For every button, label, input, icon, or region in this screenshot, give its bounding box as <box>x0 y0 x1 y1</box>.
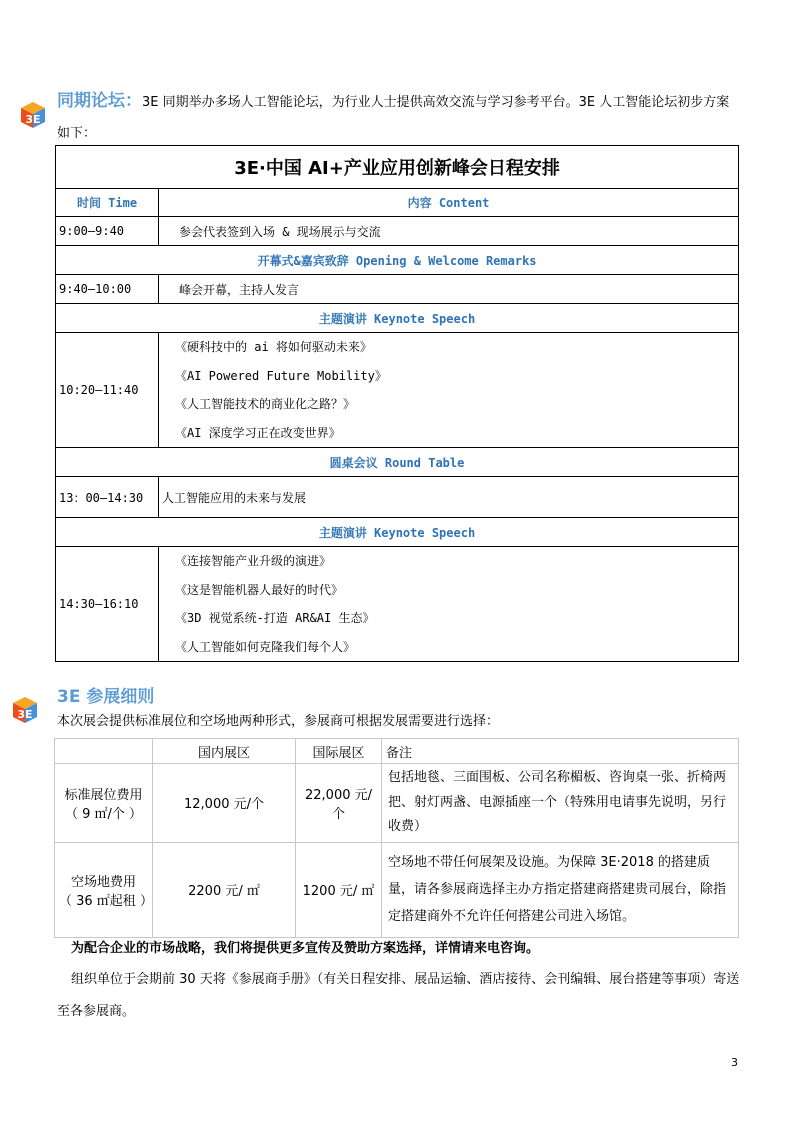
space-name: 空场地费用 <box>70 874 136 890</box>
talk-title: 《连接智能产业升级的演进》 <box>175 554 332 568</box>
column-header-time: 时间 Time <box>56 189 159 217</box>
standard-booth-label <box>55 764 153 843</box>
3e-logo-icon <box>10 695 40 725</box>
roundtable-time: 13：00–14:30 <box>56 477 159 518</box>
forum-intro <box>57 86 742 149</box>
talk-title: 《硬科技中的 ai 将如何驱动未来》 <box>175 340 372 354</box>
3e-logo-icon <box>18 100 48 130</box>
section-opening: 开幕式&嘉宾致辞 Opening & Welcome Remarks <box>56 246 739 275</box>
talk-title: 《人工智能如何克隆我们每个人》 <box>175 639 356 654</box>
opening-time: 9:40—10:00 <box>56 275 159 304</box>
keynote1-talks <box>159 333 739 448</box>
standard-booth-name: 标准展位费用 <box>64 787 143 803</box>
manual-text: 组织单位于会期前 30 天将《参展商手册》（有关日程安排、展品运输、酒店接待、会刊编辑、展台搭建等事项）寄送至各参展商。 <box>57 972 740 1019</box>
forum-heading: 同期论坛： <box>57 91 142 111</box>
space-domestic-price: 2200 元/ ㎡ <box>153 842 296 937</box>
section-keynote-2: 主题演讲 Keynote Speech <box>56 518 739 547</box>
standard-booth-size: （ 9 ㎡/个 ） <box>64 806 143 822</box>
keynote2-talks <box>159 547 739 662</box>
talk-title: 《AI 深度学习正在改变世界》 <box>175 425 341 440</box>
exhibit-heading: 3E 参展细则 <box>57 687 155 707</box>
forum-text: 3E 同期举办多场人工智能论坛，为行业人士提供高效交流与学习参考平台。3E 人工智能论坛初步方案如下： <box>57 95 730 141</box>
svg-text:3E: 3E <box>17 708 33 721</box>
talk-title: 《AI Powered Future Mobility》 <box>175 368 387 383</box>
space-label <box>55 842 153 937</box>
promo-text: 为配合企业的市场战略，我们将提供更多宣传及赞助方案选择，详情请来电咨询。 <box>71 941 540 956</box>
schedule-table <box>55 145 739 662</box>
fees-header-notes: 备注 <box>382 739 739 764</box>
space-min-size: （ 36 ㎡起租 ） <box>59 893 153 909</box>
fees-header-domestic: 国内展区 <box>153 739 296 764</box>
column-header-content: 内容 Content <box>159 189 739 217</box>
fees-table <box>54 738 739 938</box>
standard-booth-intl-price: 22,000 元/个 <box>296 764 382 843</box>
checkin-content: 参会代表签到入场 & 现场展示与交流 <box>159 217 739 246</box>
fees-header-international: 国际展区 <box>296 739 382 764</box>
opening-content: 峰会开幕，主持人发言 <box>159 275 739 304</box>
section-roundtable: 圆桌会议 Round Table <box>56 448 739 477</box>
page-number: 3 <box>731 1056 738 1069</box>
checkin-time: 9:00—9:40 <box>56 217 159 246</box>
fees-header-blank <box>55 739 153 764</box>
space-note: 空场地不带任何展架及设施。为保障 3E·2018 的搭建质量，请各参展商选择主办方指定搭建商搭建贵司展台，除指定搭建商外不允许任何搭建公司进入场馆。 <box>382 842 739 937</box>
exhibit-description: 本次展会提供标准展位和空场地两种形式，参展商可根据发展需要进行选择： <box>57 714 500 729</box>
talk-title: 《人工智能技术的商业化之路？》 <box>175 397 356 411</box>
roundtable-content: 人工智能应用的未来与发展 <box>159 477 739 518</box>
keynote2-time: 14:30—16:10 <box>56 547 159 662</box>
svg-text:3E: 3E <box>25 113 41 126</box>
standard-booth-domestic-price: 12,000 元/个 <box>153 764 296 843</box>
talk-title: 《3D 视觉系统-打造 AR&AI 生态》 <box>175 611 375 625</box>
section-keynote-1: 主题演讲 Keynote Speech <box>56 304 739 333</box>
space-intl-price: 1200 元/ ㎡ <box>296 842 382 937</box>
talk-title: 《这是智能机器人最好的时代》 <box>175 582 344 597</box>
keynote1-time: 10:20—11:40 <box>56 333 159 448</box>
schedule-title: 3E·中国 AI+产业应用创新峰会日程安排 <box>56 146 739 189</box>
standard-booth-note: 包括地毯、三面围板、公司名称楣板、咨询桌一张、折椅两把、射灯两盏、电源插座一个（特殊用电请事先说明，另行收费） <box>382 764 739 843</box>
